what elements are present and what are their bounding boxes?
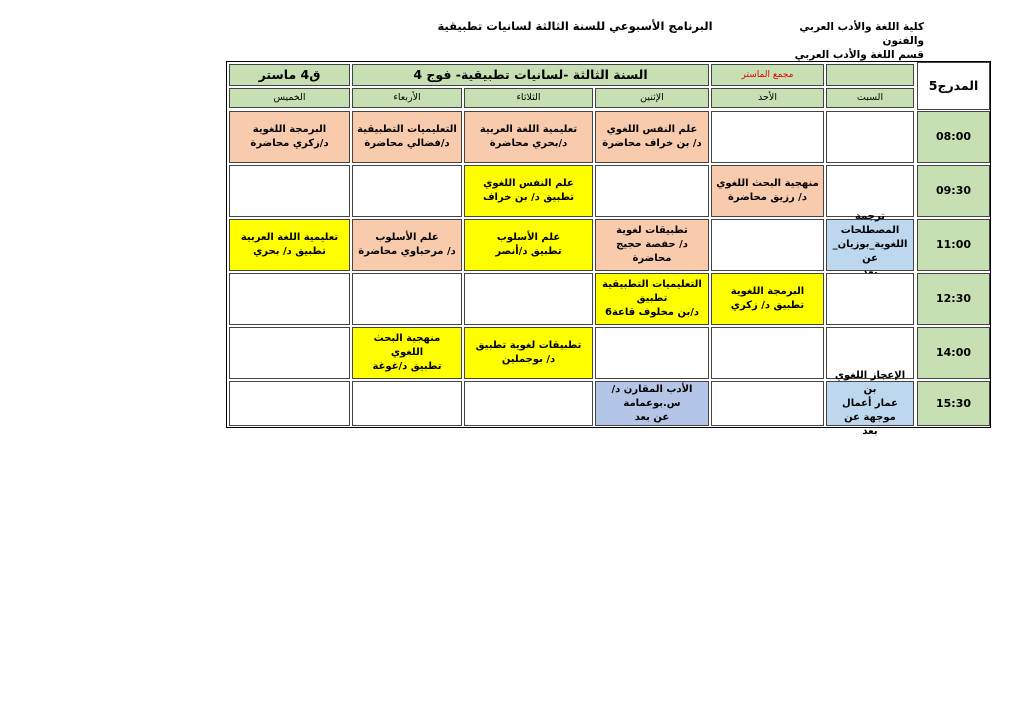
day-header-thu: الخميس (229, 88, 350, 108)
time-1530: 15:30 (917, 381, 990, 426)
slot-sun-0930 (711, 165, 824, 217)
slot-sun-0800 (711, 111, 824, 163)
course-teacher: تطبيق د/غوغة (372, 361, 442, 372)
slot-mon-1100 (595, 219, 709, 271)
course-teacher: تطبيق د/ بن خراف (482, 192, 575, 203)
course-name: تعليمية اللغة العربية (240, 232, 339, 243)
day-header-sun: الأحد (711, 88, 824, 108)
slot-sat-0800 (826, 111, 914, 163)
slot-thu-1100 (229, 219, 350, 271)
course-teacher: د/بن مخلوف قاعة6 (604, 307, 700, 318)
slot-sat-1530 (826, 369, 914, 437)
course-mode: عن بعد (634, 411, 670, 423)
slot-thu-1400 (229, 327, 350, 379)
slot-sat-1100 (826, 211, 914, 271)
course-teacher: د/ مرحباوي محاضرة (358, 246, 456, 257)
course-teacher: تطبيق د/أنصر (495, 246, 562, 257)
master-hall-label: مجمع الماستر (711, 64, 824, 86)
slot-mon-0930 (595, 165, 709, 217)
slot-sun-1530 (711, 381, 824, 426)
slot-sun-1230 (711, 273, 824, 325)
time-0800: 08:00 (917, 111, 990, 163)
department-name: قسم اللغة والأدب العربي (794, 49, 924, 61)
day-header-sat: السبت (826, 88, 914, 108)
slot-tue-1530 (464, 381, 593, 426)
day-header-mon: الإثنين (595, 88, 709, 108)
course-name: البرمجة اللغوية (730, 286, 805, 297)
course-name: علم النفس اللغوي (606, 124, 698, 135)
slot-tue-1230 (464, 273, 593, 325)
college-name: كلية اللغة والأدب العربي والفنون (799, 21, 924, 47)
course-name: منهجية البحث اللغوي (716, 178, 819, 189)
slot-sun-1400 (711, 327, 824, 379)
slot-tue-1400 (464, 327, 593, 379)
course-name: علم الأسلوب (375, 232, 439, 243)
slot-wed-1230 (352, 273, 462, 325)
slot-mon-1230 (595, 273, 709, 325)
slot-thu-0800 (229, 111, 350, 163)
course-name: البرمجة اللغوية (252, 124, 327, 135)
course-teacher: اللغوية_بوزيان_ عن (832, 239, 908, 264)
slot-wed-0930 (352, 165, 462, 217)
course-teacher: عمار أعمال موجهة عن (842, 397, 898, 423)
slot-mon-0800 (595, 111, 709, 163)
time-1100: 11:00 (917, 219, 990, 271)
course-teacher: د/فضالي محاضرة (364, 138, 450, 149)
course-teacher: د/ بن خراف محاضرة (602, 138, 702, 149)
course-name: تطبيقات لغوية تطبيق (475, 340, 582, 351)
course-name: علم النفس اللغوي (483, 178, 574, 189)
course-teacher: د/بحري محاضرة (489, 138, 568, 149)
year-group-title: السنة الثالثة -لسانيات تطبيقية- فوج 4 (352, 64, 709, 86)
slot-wed-0800 (352, 111, 462, 163)
course-teacher: د/زكري محاضرة (250, 138, 329, 149)
course-name: التعليميات التطبيقية (357, 124, 457, 135)
slot-tue-1100 (464, 219, 593, 271)
course-teacher: د/ حفصة حجيج محاضرة (616, 239, 688, 264)
course-name: منهجية البحث اللغوي (373, 333, 441, 358)
slot-thu-1230 (229, 273, 350, 325)
slot-wed-1400 (352, 327, 462, 379)
course-name: علم الأسلوب (496, 232, 561, 243)
course-teacher: تطبيق د/ بحري (253, 246, 326, 257)
time-1230: 12:30 (917, 273, 990, 325)
slot-sun-1100 (711, 219, 824, 271)
day-header-wed: الأربعاء (352, 88, 462, 108)
course-teacher: د/ رزيق محاضرة (728, 192, 807, 203)
course-teacher: د/ بوجملين (501, 354, 556, 365)
room-label: ق4 ماستر (229, 64, 350, 86)
schedule-title: البرنامج الأسبوعي للسنة الثالثة لسانيات تطبيقية (437, 19, 713, 33)
day-header-tue: الثلاثاء (464, 88, 593, 108)
course-name: الأدب المقارن د/س.بوعمامة (611, 383, 693, 409)
slot-sat-1230 (826, 273, 914, 325)
slot-wed-1530 (352, 381, 462, 426)
slot-thu-0930 (229, 165, 350, 217)
slot-mon-1400 (595, 327, 709, 379)
course-name: ترجمة المصطلحات (840, 211, 900, 236)
course-name: تعليمية اللغة العربية (479, 124, 578, 135)
time-1400: 14:00 (917, 327, 990, 379)
timetable (226, 61, 991, 437)
college-header (760, 20, 924, 62)
course-mode: بعد (862, 425, 878, 437)
time-0930: 09:30 (917, 165, 990, 217)
slot-mon-1530 (595, 381, 709, 426)
slot-thu-1530 (229, 381, 350, 426)
slot-wed-1100 (352, 219, 462, 271)
slot-tue-0800 (464, 111, 593, 163)
course-name: التعليميات التطبيقية تطبيق (602, 279, 702, 304)
venue-cell: المدرج5 (917, 62, 990, 110)
blank-header-cell (826, 64, 914, 86)
course-teacher: تطبيق د/ زكري (730, 300, 805, 311)
course-name: تطبيقات لغوية (616, 225, 688, 236)
slot-tue-0930 (464, 165, 593, 217)
course-name: الإعجاز اللغوي بن (834, 369, 906, 395)
